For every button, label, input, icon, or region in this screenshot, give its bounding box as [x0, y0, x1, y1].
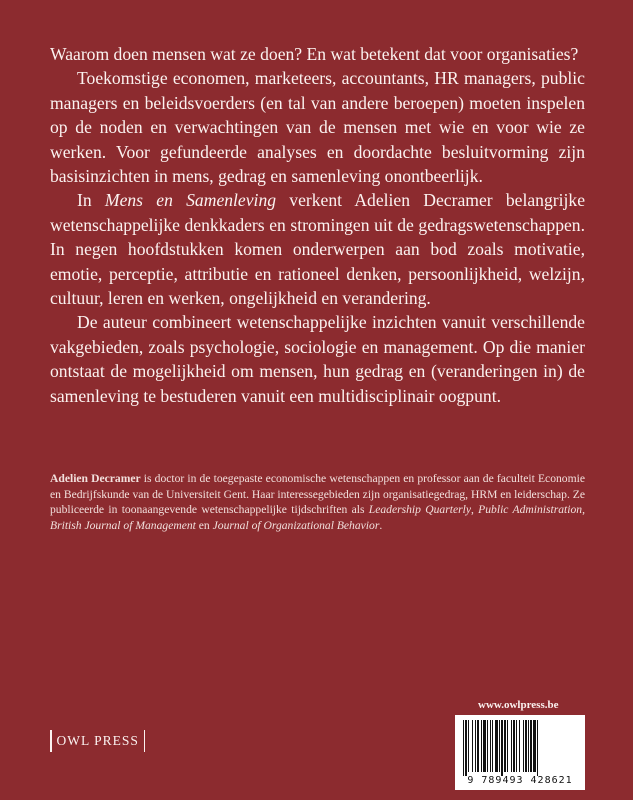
barcode-bars: [461, 720, 579, 776]
logo-text: OWL PRESS: [56, 733, 139, 748]
author-name: Adelien Decramer: [50, 472, 141, 485]
book-title: Mens en Samenleving: [104, 190, 277, 211]
bio-separator: ,: [582, 503, 586, 516]
blurb-paragraph-1: Toekomstige economen, marketeers, accountants, HR managers, public managers en beleidsvoerders (en tal van andere beroepen) moeten inspelen op de noden en verwachtingen van de mensen met wie en voor wie ze werken. Voor gefundeerde analyses en doordachte besluitvorming zijn basisinzichten in mens, gedrag en samenleving onontbeerlijk.: [50, 68, 585, 187]
blurb-paragraph-3: De auteur combineert wetenschappelijke inzichten vanuit verschillende vakgebieden, zoals psychologie, sociologie en management. Op die manier ontstaat de mogelijkheid om mensen, hun gedrag en (veranderingen in) de samenleving te bestuderen vanuit een multidisciplinair oogpunt.: [50, 312, 585, 406]
journal-3: British Journal of Management: [50, 518, 196, 532]
publisher-logo: [50, 730, 145, 752]
journal-2: Public Administration: [478, 503, 583, 516]
bio-separator: en: [195, 518, 213, 532]
isbn-barcode: [455, 715, 585, 790]
bio-text: is doctor in de toegepaste economische wetenschappen en professor aan de faculteit Economie en Bedrijfskunde van de Universiteit Gent. Haar interessegebieden zijn organisatiegedrag, HRM en leiderschap. Ze publiceerde in toonaangevende wetenschappelijke tijdschriften als: [50, 472, 585, 516]
bio-end: .: [379, 518, 383, 532]
publisher-url: www.owlpress.be: [478, 699, 559, 711]
blurb-p2-pre: In: [77, 190, 105, 211]
blurb-intro: Waarom doen mensen wat ze doen? En wat betekent dat voor organisaties?: [50, 44, 579, 64]
back-cover-blurb: [50, 42, 585, 408]
author-bio: [50, 471, 585, 533]
blurb-p2-post: verkent Adelien Decramer belangrijke wetenschappelijke denkkaders en stromingen uit de gedragswetenschappen. In negen hoofdstukken komen onderwerpen aan bod zoals motivatie, emotie, perceptie, attributie en rationeel denken, persoonlijkheid, welzijn, cultuur, leren en werken, ongelijkheid en verandering.: [50, 190, 586, 309]
blurb-paragraph-2: [50, 188, 585, 310]
journal-1: Leadership Quarterly: [368, 503, 471, 516]
bio-separator: ,: [470, 503, 479, 516]
logo-bar-right: [144, 730, 146, 752]
journal-4: Journal of Organizational Behavior: [212, 518, 380, 532]
isbn-number: 9 789493 428621: [467, 775, 573, 786]
